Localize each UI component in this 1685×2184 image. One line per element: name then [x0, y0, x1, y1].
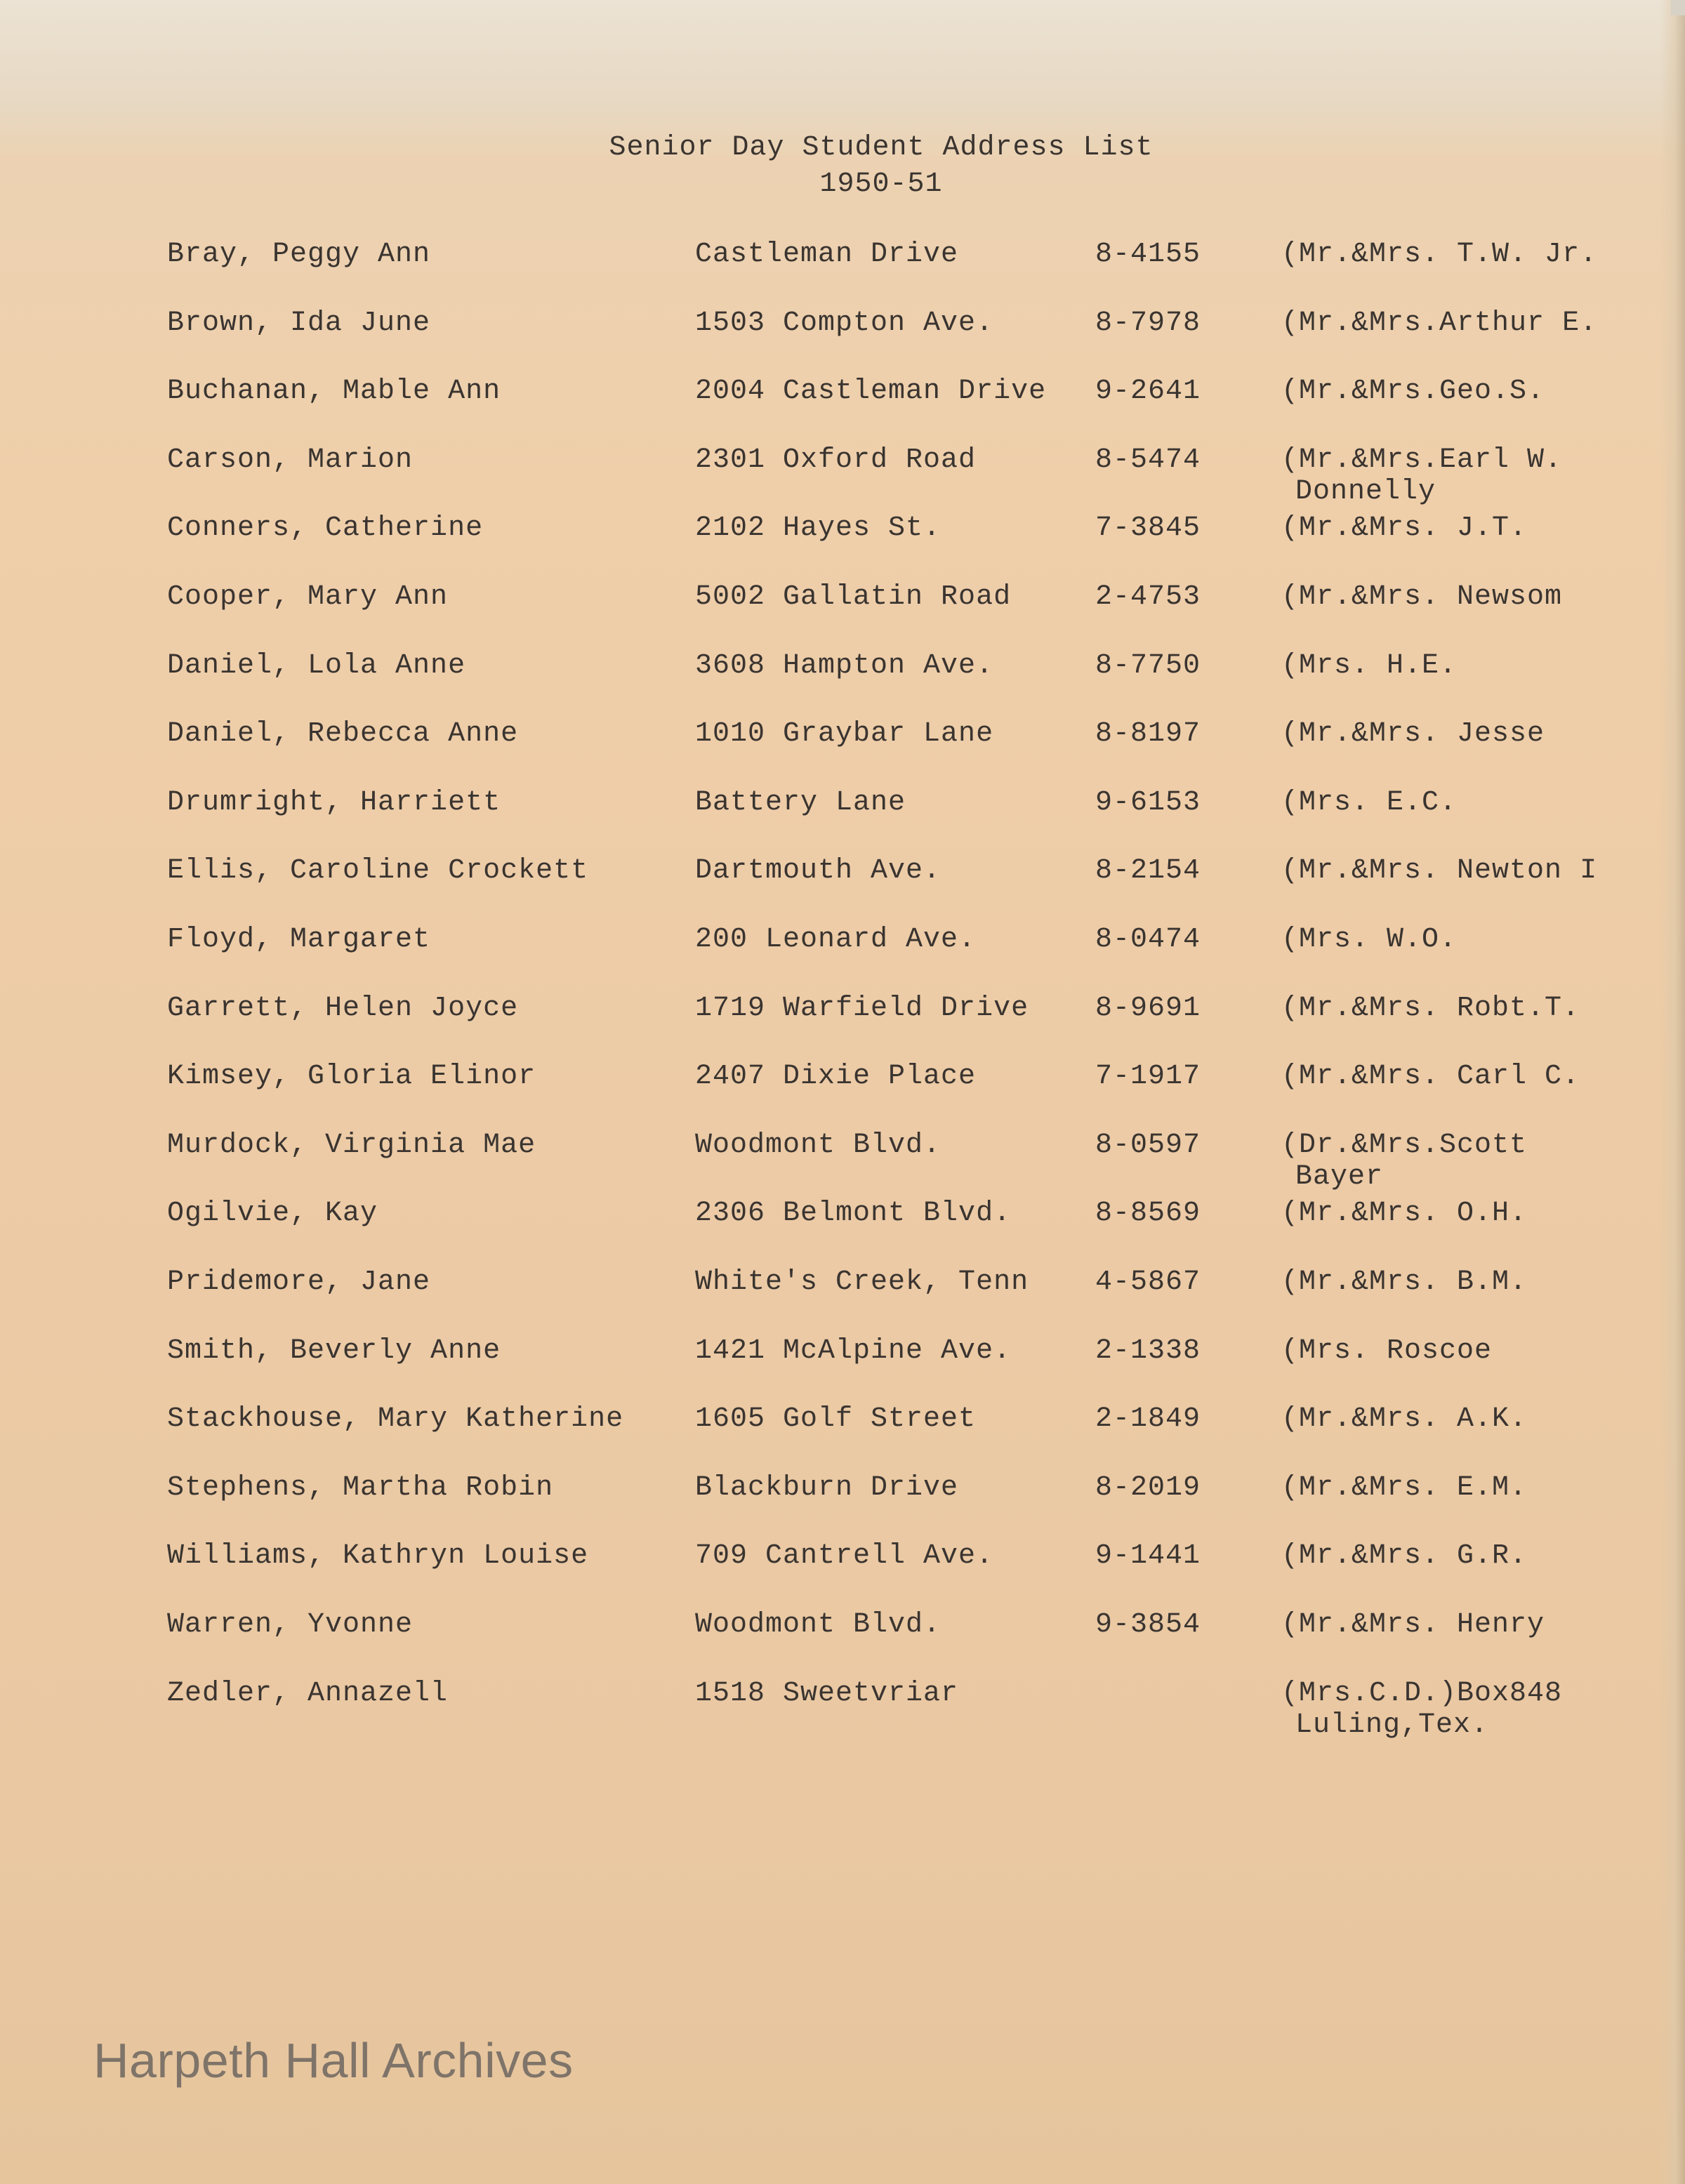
student-address: 200 Leonard Ave. [695, 924, 977, 955]
parents-line: (Mrs. H.E. [1281, 649, 1458, 682]
parents-line: (Mr.&Mrs. B.M. [1281, 1266, 1528, 1298]
student-parents [1281, 581, 1562, 613]
student-name: Brown, Ida June [167, 307, 431, 339]
table-row [0, 376, 1685, 418]
student-address: White's Creek, Tenn [695, 1266, 1029, 1298]
student-parents [1281, 239, 1597, 270]
table-row [0, 512, 1685, 555]
student-phone: 8-2154 [1095, 855, 1201, 887]
student-address: 2407 Dixie Place [695, 1061, 977, 1093]
student-address: 1010 Graybar Lane [695, 718, 994, 750]
student-parents [1281, 1266, 1527, 1298]
student-name: Bray, Peggy Ann [167, 239, 431, 270]
table-row [0, 924, 1685, 966]
student-address: 2004 Castleman Drive [695, 376, 1047, 408]
student-parents [1281, 1335, 1492, 1367]
student-name: Buchanan, Mable Ann [167, 376, 501, 408]
table-row [0, 1061, 1685, 1103]
student-parents [1281, 924, 1457, 955]
parents-line: (Mrs.C.D.)Box848 [1281, 1677, 1563, 1709]
student-parents [1281, 1061, 1580, 1092]
student-address: Battery Lane [695, 786, 906, 819]
student-address: 1605 Golf Street [695, 1403, 977, 1436]
parents-line: (Mr.&Mrs. E.M. [1281, 1471, 1528, 1504]
parents-line: (Mr.&Mrs. O.H. [1281, 1198, 1528, 1230]
student-phone: 8-7750 [1095, 649, 1201, 682]
student-phone: 9-3854 [1095, 1609, 1201, 1641]
parents-line-2: Donnelly [1295, 475, 1436, 508]
student-phone: 8-9691 [1095, 992, 1201, 1024]
student-phone: 2-4753 [1095, 581, 1201, 613]
student-phone: 9-6153 [1095, 786, 1201, 819]
table-row [0, 1335, 1685, 1377]
parents-line: (Mr.&Mrs. Carl C. [1281, 1061, 1580, 1093]
student-address: 1421 McAlpine Ave. [695, 1335, 1012, 1367]
student-address: Woodmont Blvd. [695, 1609, 941, 1641]
student-parents [1281, 376, 1545, 407]
table-row [0, 650, 1685, 692]
student-parents [1281, 855, 1597, 887]
student-name: Pridemore, Jane [167, 1266, 431, 1298]
parents-line: (Mr.&Mrs. Newton I [1281, 855, 1598, 887]
student-phone: 9-2641 [1095, 376, 1201, 408]
table-row [0, 993, 1685, 1035]
student-address: 5002 Gallatin Road [695, 581, 1012, 613]
student-name: Stackhouse, Mary Katherine [167, 1403, 624, 1436]
student-address: 1503 Compton Ave. [695, 307, 994, 339]
student-name: Ellis, Caroline Crockett [167, 855, 589, 887]
student-name: Garrett, Helen Joyce [167, 992, 519, 1024]
student-parents [1281, 444, 1562, 508]
student-address: Castleman Drive [695, 239, 959, 270]
parents-line: (Mrs. E.C. [1281, 786, 1458, 819]
table-row [0, 239, 1685, 281]
student-phone: 8-0474 [1095, 924, 1201, 955]
document-year: 1950-51 [819, 168, 943, 200]
student-name: Murdock, Virginia Mae [167, 1129, 536, 1161]
student-parents [1281, 1609, 1545, 1641]
student-name: Stephens, Martha Robin [167, 1471, 554, 1504]
parents-line: (Mrs. Roscoe [1281, 1335, 1493, 1367]
parents-line: (Dr.&Mrs.Scott [1281, 1129, 1528, 1161]
student-address: 1518 Sweetvriar [695, 1677, 959, 1709]
table-row [0, 1198, 1685, 1240]
parents-line: (Mr.&Mrs.Arthur E. [1281, 307, 1598, 339]
student-name: Floyd, Margaret [167, 924, 431, 955]
student-parents [1281, 650, 1457, 682]
student-parents [1281, 787, 1457, 819]
parents-line: (Mr.&Mrs. Robt.T. [1281, 992, 1580, 1024]
student-address: Dartmouth Ave. [695, 855, 941, 887]
student-parents [1281, 307, 1597, 339]
student-parents [1281, 1403, 1527, 1435]
table-row [0, 1129, 1685, 1193]
table-row [0, 787, 1685, 829]
page-corner [1671, 0, 1685, 15]
student-parents [1281, 1678, 1562, 1741]
parents-line: (Mr.&Mrs. Newsom [1281, 581, 1563, 613]
parents-line-2: Luling,Tex. [1295, 1709, 1489, 1741]
student-parents [1281, 718, 1545, 750]
table-row [0, 718, 1685, 760]
student-address: 2102 Hayes St. [695, 512, 941, 545]
table-row [0, 1472, 1685, 1514]
parents-line: (Mr.&Mrs. Jesse [1281, 718, 1545, 750]
student-phone: 8-0597 [1095, 1129, 1201, 1161]
parents-line: (Mr.&Mrs.Earl W. [1281, 444, 1563, 476]
student-address: 709 Cantrell Ave. [695, 1540, 994, 1573]
document-title: Senior Day Student Address List [609, 132, 1154, 164]
parents-line: (Mr.&Mrs. A.K. [1281, 1403, 1528, 1436]
student-address: Woodmont Blvd. [695, 1129, 941, 1161]
student-name: Williams, Kathryn Louise [167, 1540, 589, 1573]
student-address: 2306 Belmont Blvd. [695, 1198, 1012, 1230]
student-parents [1281, 1472, 1527, 1504]
student-address: 2301 Oxford Road [695, 444, 977, 476]
student-address: 1719 Warfield Drive [695, 992, 1029, 1024]
table-row [0, 1540, 1685, 1582]
table-row [0, 1677, 1685, 1741]
student-address: 3608 Hampton Ave. [695, 649, 994, 682]
student-phone: 7-1917 [1095, 1061, 1201, 1093]
parents-line: (Mr.&Mrs.Geo.S. [1281, 376, 1545, 408]
parents-line-2: Bayer [1295, 1160, 1384, 1193]
student-parents [1281, 1198, 1527, 1229]
student-name: Smith, Beverly Anne [167, 1335, 501, 1367]
table-row [0, 1403, 1685, 1445]
archive-watermark: Harpeth Hall Archives [93, 2033, 574, 2088]
student-parents [1281, 1130, 1527, 1193]
student-phone: 2-1338 [1095, 1335, 1201, 1367]
parents-line: (Mr.&Mrs. J.T. [1281, 512, 1528, 545]
student-phone: 8-8197 [1095, 718, 1201, 750]
student-phone: 8-4155 [1095, 239, 1201, 270]
parents-line: (Mr.&Mrs. Henry [1281, 1609, 1545, 1641]
table-row [0, 581, 1685, 623]
student-phone: 2-1849 [1095, 1403, 1201, 1436]
student-phone: 8-5474 [1095, 444, 1201, 476]
student-name: Daniel, Lola Anne [167, 649, 466, 682]
student-name: Warren, Yvonne [167, 1609, 414, 1641]
table-row [0, 307, 1685, 350]
student-name: Conners, Catherine [167, 512, 484, 545]
table-row [0, 444, 1685, 508]
student-address: Blackburn Drive [695, 1471, 959, 1504]
student-parents [1281, 512, 1527, 544]
student-phone: 8-2019 [1095, 1471, 1201, 1504]
parents-line: (Mrs. W.O. [1281, 924, 1458, 955]
student-parents [1281, 993, 1580, 1024]
student-phone: 9-1441 [1095, 1540, 1201, 1573]
student-name: Zedler, Annazell [167, 1677, 449, 1709]
student-phone: 8-7978 [1095, 307, 1201, 339]
student-name: Daniel, Rebecca Anne [167, 718, 519, 750]
student-name: Drumright, Harriett [167, 786, 501, 819]
student-name: Carson, Marion [167, 444, 414, 476]
student-parents [1281, 1540, 1527, 1572]
table-row [0, 1609, 1685, 1651]
table-row [0, 1266, 1685, 1309]
student-phone: 7-3845 [1095, 512, 1201, 545]
student-phone: 8-8569 [1095, 1198, 1201, 1230]
table-row [0, 855, 1685, 897]
parents-line: (Mr.&Mrs. G.R. [1281, 1540, 1528, 1573]
student-phone: 4-5867 [1095, 1266, 1201, 1298]
student-name: Kimsey, Gloria Elinor [167, 1061, 536, 1093]
student-name: Cooper, Mary Ann [167, 581, 449, 613]
parents-line: (Mr.&Mrs. T.W. Jr. [1281, 239, 1598, 270]
student-name: Ogilvie, Kay [167, 1198, 378, 1230]
